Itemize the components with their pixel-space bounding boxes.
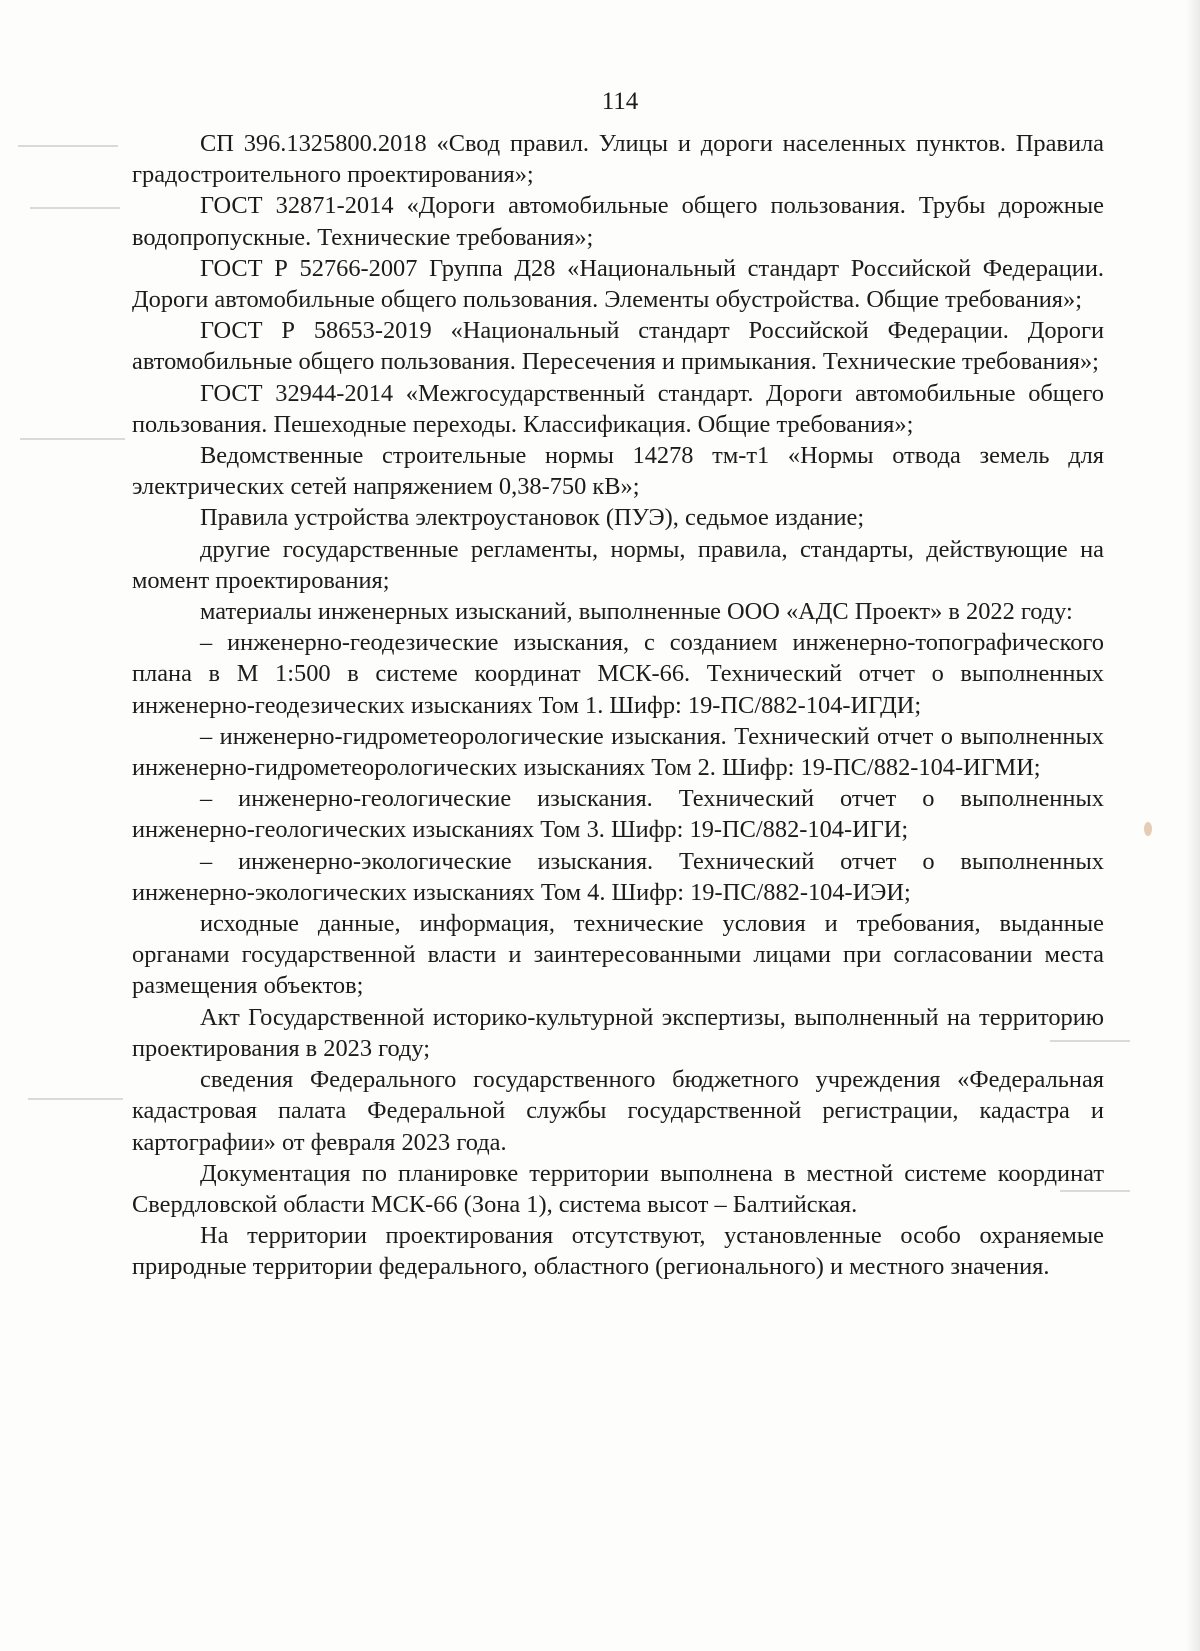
document-body <box>132 128 1104 1283</box>
paragraph: ГОСТ 32871-2014 «Дороги автомобильные общего пользования. Трубы дорожные водопропускные. Технические требования»; <box>132 192 1104 251</box>
survey-list-item: – инженерно-гидрометеорологические изыскания. Технический отчет о выполненных инженерно-гидрометеорологических изысканиях Том 2. Шифр: 19-ПС/882-104-ИГМИ; <box>132 722 1104 782</box>
survey-list-item: – инженерно-экологические изыскания. Технический отчет о выполненных инженерно-экологических изысканиях Том 4. Шифр: 19-ПС/882-104-ИЭИ; <box>132 847 1104 906</box>
show-through-mark <box>28 1098 123 1100</box>
paragraph: ГОСТ Р 52766-2007 Группа Д28 «Национальный стандарт Российской Федерации. Дороги автомобильные общего пользования. Элементы обустройства. Общие требования»; <box>132 254 1104 314</box>
paragraph: СП 396.1325800.2018 «Свод правил. Улицы и дороги населенных пунктов. Правила градостроительного проектирования»; <box>132 130 1104 189</box>
show-through-mark <box>30 207 120 209</box>
paragraph: материалы инженерных изысканий, выполненные ООО «АДС Проект» в 2022 году: <box>200 598 1073 626</box>
paper-smudge <box>1144 822 1152 836</box>
survey-list-item: – инженерно-геологические изыскания. Технический отчет о выполненных инженерно-геологических изысканиях Том 3. Шифр: 19-ПС/882-104-ИГИ; <box>132 785 1104 844</box>
paragraph: сведения Федерального государственного бюджетного учреждения «Федеральная кадастровая палата Федеральной службы государственной регистрации, кадастра и картографии» от февраля 2023 года. <box>132 1066 1104 1156</box>
paragraph: ГОСТ 32944-2014 «Межгосударственный стандарт. Дороги автомобильные общего пользования. Пешеходные переходы. Классификация. Общие требования»; <box>132 379 1104 438</box>
paragraph: исходные данные, информация, технические условия и требования, выданные органами государственной власти и заинтересованными лицами при согласовании места размещения объектов; <box>132 910 1104 1000</box>
paragraph: Акт Государственной историко-культурной экспертизы, выполненный на территорию проектирования в 2023 году; <box>132 1003 1104 1062</box>
page-number: 114 <box>601 88 639 115</box>
paragraph: другие государственные регламенты, нормы, правила, стандарты, действующие на момент проектирования; <box>132 535 1104 594</box>
show-through-mark <box>18 145 118 147</box>
paragraph: Ведомственные строительные нормы 14278 тм-т1 «Нормы отвода земель для электрических сетей напряжением 0,38-750 кВ»; <box>132 442 1104 501</box>
paragraph: Документация по планировке территории выполнена в местной системе координат Свердловской области МСК-66 (Зона 1), система высот – Балтийская. <box>132 1159 1104 1218</box>
paragraph: ГОСТ Р 58653-2019 «Национальный стандарт Российской Федерации. Дороги автомобильные общего пользования. Пересечения и примыкания. Технические требования»; <box>132 317 1104 376</box>
survey-list-item: – инженерно-геодезические изыскания, с созданием инженерно-топографического плана в М 1:500 в системе координат МСК-66. Технический отчет о выполненных инженерно-геодезических изысканиях Том 1. Шифр: 19-ПС/882-104-ИГДИ; <box>132 629 1104 719</box>
paragraph: Правила устройства электроустановок (ПУЭ), седьмое издание; <box>200 504 865 532</box>
scan-shadow-edge <box>1186 0 1200 1651</box>
paragraph: На территории проектирования отсутствуют, установленные особо охраняемые природные территории федерального, областного (регионального) и местного значения. <box>132 1222 1104 1281</box>
show-through-mark <box>20 438 125 440</box>
